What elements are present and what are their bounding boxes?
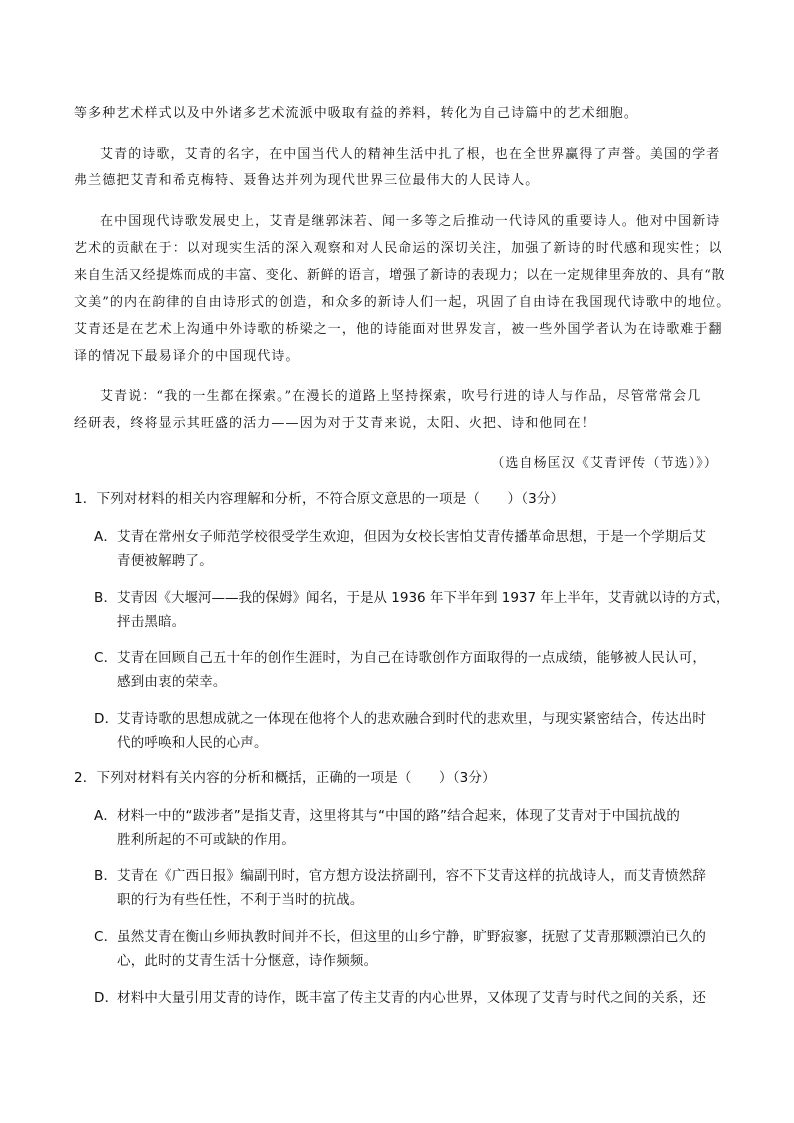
option-text: 材料中大量引用艾青的诗作，既丰富了传主艾青的内心世界，又体现了艾青与时代之间的关系，还 [117,990,707,1006]
passage-line: 艾青的诗歌，艾青的名字，在中国当代人的精神生活中扎了根，也在全世界赢得了声誉。美国的学者 [100,147,721,162]
passage-line: 来自生活又经提炼而成的丰富、变化、新鲜的语言，增强了新诗的表现力；以在一定规律里奔放的、具有“散 [74,268,726,283]
option-text: 感到由衷的荣幸。 [117,674,227,690]
option-letter: A． [94,529,118,545]
passage-line: 艾青还是在艺术上沟通中外诗歌的桥梁之一，他的诗能面对世界发言，被一些外国学者认为在诗歌难于翻 [74,322,723,337]
option-letter: D． [94,990,119,1006]
passage-line: 艺术的贡献在于：以对现实生活的深入观察和对人民命运的深切关注，加强了新诗的时代感和现实性；以 [74,241,723,256]
passage-line: 等多种艺术样式以及中外诸多艺术流派中吸取有益的养料，转化为自己诗篇中的艺术细胞。 [74,106,639,121]
passage-line: 在中国现代诗歌发展史上，艾青是继郭沫若、闻一多等之后推动一代诗风的重要诗人。他对中国新诗 [100,214,721,229]
option-text: 心，此时的艾青生活十分惬意，诗作频频。 [117,953,378,969]
option-letter: D． [94,711,119,727]
option-text: 胜利所起的不可或缺的作用。 [117,832,296,848]
option-letter: B． [94,868,118,884]
option-text: 虽然艾青在衡山乡师执教时间并不长，但这里的山乡宁静，旷野寂寥，抚慰了艾青那颗漂泊已久的 [117,929,707,945]
option-text: 艾青在《广西日报》编副刊时，官方想方设法挤副刊，容不下艾青这样的抗战诗人，而艾青愤然辞 [117,868,707,884]
passage-line: 文美”的内在韵律的自由诗形式的创造，和众多的新诗人们一起，巩固了自由诗在我国现代诗歌中的地位。 [74,295,731,310]
question-stem: 2．下列对材料有关内容的分析和概括，正确的一项是（ ）（3分） [74,770,496,786]
passage-line: 译的情况下最易译介的中国现代诗。 [74,349,300,364]
option-text: 职的行为有些任性，不利于当时的抗战。 [117,892,364,908]
passage-line: 经研表，终将显示其旺盛的活力——因为对于艾青来说，太阳、火把、诗和他同在！ [74,416,596,431]
option-text: 艾青在常州女子师范学校很受学生欢迎，但因为女校长害怕艾青传播革命思想，于是一个学期后艾 [117,529,707,545]
passage-source: （选自杨匡汉《艾青评传（节选）》） [491,456,718,471]
option-letter: C． [94,929,118,945]
option-text: 艾青因《大堰河——我的保姆》闻名，于是从 1936 年下半年到 1937 年上半年，艾青就以诗的方式， [117,590,730,606]
option-text: 青便被解聘了。 [117,553,213,569]
question-stem: 1．下列对材料的相关内容理解和分析，不符合原文意思的一项是（ ）（3分） [74,491,565,507]
passage-line: 弗兰德把艾青和希克梅特、聂鲁达并列为现代世界三位最伟大的人民诗人。 [74,173,540,188]
passage-line: 艾青说：“我的一生都在探索。”在漫长的道路上坚持探索，吹号行进的诗人与作品，尽管常常会几 [100,389,702,404]
option-text: 抨击黑暗。 [117,614,186,630]
option-letter: A． [94,808,118,824]
option-letter: C． [94,650,118,666]
option-text: 艾青在回顾自己五十年的创作生涯时，为自己在诗歌创作方面取得的一点成绩，能够被人民认可， [117,650,707,666]
option-text: 代的呼唤和人民的心声。 [117,735,268,751]
option-text: 艾青诗歌的思想成就之一体现在他将个人的悲欢融合到时代的悲欢里，与现实紧密结合，传达出时 [117,711,707,727]
option-text: 材料一中的“跋涉者”是指艾青，这里将其与“中国的路”结合起来，体现了艾青对于中国抗战的 [117,808,681,824]
option-letter: B． [94,590,118,606]
